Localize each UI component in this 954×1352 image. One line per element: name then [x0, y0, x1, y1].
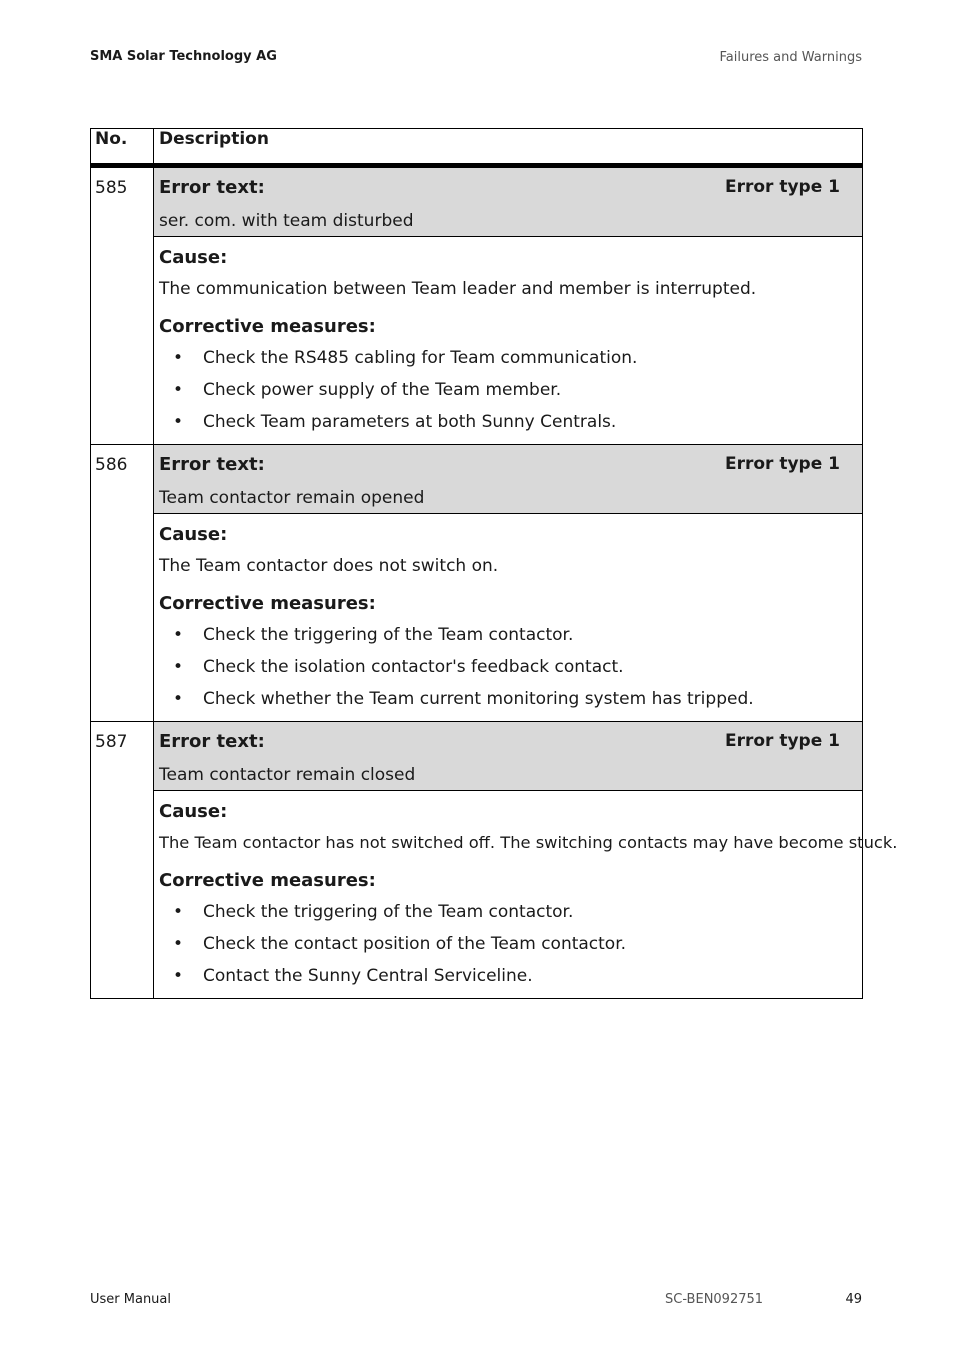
table-row-details: [91, 514, 863, 722]
list-item: [159, 934, 858, 966]
bullet: •: [173, 966, 184, 986]
measure-text: Check the isolation contactor's feedback contact.: [203, 657, 624, 677]
error-number: 586: [91, 445, 154, 722]
column-header-no: No.: [91, 129, 154, 166]
error-details-cell: [154, 791, 898, 999]
bullet: •: [173, 657, 184, 677]
error-text: Team contactor remain opened: [159, 488, 425, 508]
error-number: 585: [91, 166, 154, 445]
table-row: [91, 722, 863, 791]
cause-label: Cause:: [159, 801, 228, 822]
measure-text: Check the RS485 cabling for Team communication.: [203, 348, 638, 368]
header-section-title: Failures and Warnings: [719, 50, 862, 65]
error-text: ser. com. with team disturbed: [159, 211, 414, 231]
error-type: Error type 1: [724, 731, 840, 751]
measure-text: Check power supply of the Team member.: [203, 380, 562, 400]
bullet: •: [173, 902, 184, 922]
error-details-cell: [154, 237, 863, 445]
footer-doc-code: SC-BEN092751: [665, 1292, 764, 1307]
error-text-label: Error text:: [159, 731, 265, 752]
error-text-label: Error text:: [159, 454, 265, 475]
table-header-row: [91, 129, 863, 166]
measure-text: Check the triggering of the Team contactor.: [203, 902, 574, 922]
list-item: [159, 380, 858, 412]
error-text-cell: [154, 166, 863, 237]
error-table: [90, 128, 898, 999]
bullet: •: [173, 348, 184, 368]
table-row-details: [91, 237, 863, 445]
measure-text: Check whether the Team current monitoring system has tripped.: [203, 689, 754, 709]
error-text-label: Error text:: [159, 177, 265, 198]
list-item: [159, 625, 858, 657]
cause-text: The communication between Team leader and member is interrupted.: [159, 279, 757, 299]
list-item: [159, 348, 858, 380]
cause-label: Cause:: [159, 524, 228, 545]
list-item: [159, 689, 858, 721]
bullet: •: [173, 412, 184, 432]
measure-text: Check the triggering of the Team contactor.: [203, 625, 574, 645]
table-row: [91, 445, 863, 514]
table-row-details: [91, 791, 863, 999]
list-item: [159, 412, 858, 444]
error-type: Error type 1: [724, 177, 840, 197]
bullet: •: [173, 625, 184, 645]
bullet: •: [173, 934, 184, 954]
list-item: [159, 966, 858, 998]
footer-doc-type: User Manual: [90, 1292, 172, 1307]
cause-label: Cause:: [159, 247, 228, 268]
measures-list: [159, 348, 858, 444]
error-number: 587: [91, 722, 154, 999]
measures-label: Corrective measures:: [159, 870, 376, 891]
measure-text: Check the contact position of the Team contactor.: [203, 934, 627, 954]
page-number: 49: [845, 1292, 862, 1307]
column-header-description: Description: [154, 129, 863, 166]
measure-text: Check Team parameters at both Sunny Centrals.: [203, 412, 617, 432]
measures-label: Corrective measures:: [159, 316, 376, 337]
measures-list: [159, 902, 858, 998]
cause-text: The Team contactor has not switched off. The switching contacts may have become stuck.: [159, 833, 898, 852]
header-company: SMA Solar Technology AG: [90, 49, 277, 64]
error-text-cell: [154, 722, 863, 791]
bullet: •: [173, 380, 184, 400]
list-item: [159, 657, 858, 689]
table-row: [91, 166, 863, 237]
list-item: [159, 902, 858, 934]
error-text-cell: [154, 445, 863, 514]
bullet: •: [173, 689, 184, 709]
error-details-cell: [154, 514, 863, 722]
error-type: Error type 1: [724, 454, 840, 474]
measures-label: Corrective measures:: [159, 593, 376, 614]
error-text: Team contactor remain closed: [159, 765, 416, 785]
measures-list: [159, 625, 858, 721]
cause-text: The Team contactor does not switch on.: [159, 556, 499, 576]
measure-text: Contact the Sunny Central Serviceline.: [203, 966, 533, 986]
